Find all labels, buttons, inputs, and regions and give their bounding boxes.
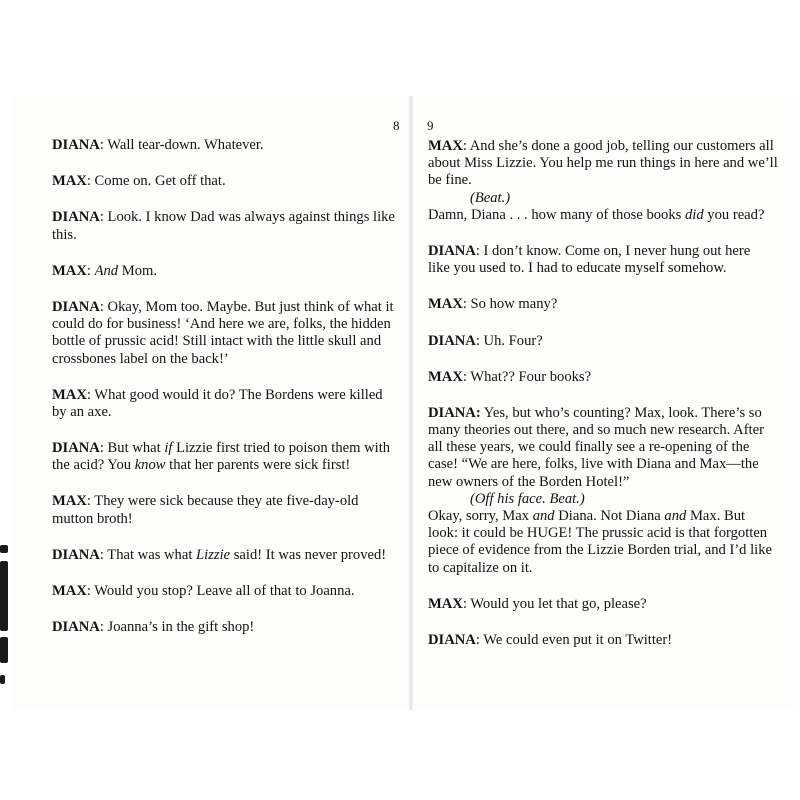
script-line [428,243,773,260]
speaker-name: MAX [52,583,87,599]
dialogue-text: all these years, we could finally see a re-opening of the [428,439,750,456]
script-line [428,525,773,542]
script-line [428,172,773,189]
dialogue-text: mutton broth! [52,510,133,527]
dialogue-text: : Would you stop? Leave all of that to Joanna. [86,583,355,599]
speaker-name: DIANA [52,209,100,226]
script-line [428,155,778,172]
dialogue-text: : So how many? [462,296,558,313]
script-line [428,560,773,577]
script-line [428,439,773,456]
emphasis-text: and [532,508,555,524]
dialogue-text: to capitalize on it. [428,559,533,576]
script-line [52,316,392,333]
script-line [428,456,773,473]
dialogue-text: about Miss Lizzie. You help me run things in here and we’ll [428,155,778,172]
script-line [428,260,773,277]
dialogue-text: Yes, but who’s counting? Max, look. There’s so [480,404,762,421]
script-line [428,596,773,613]
dialogue-text: the acid? You [52,457,135,474]
script-line [428,207,773,224]
speaker-name: DIANA [428,631,476,648]
script-line [52,333,392,350]
emphasis-text: know [134,457,166,474]
dialogue-text: : What good would it do? The Bordens were killed [86,386,383,403]
dialogue-text: : Wall tear-down. Whatever. [99,137,264,153]
speaker-name: DIANA [52,440,100,457]
speaker-name: MAX [428,138,463,154]
script-line [428,491,773,508]
dialogue-text: : I don’t know. Come on, I never hung out here [475,242,751,259]
script-line [52,583,392,600]
script-line [52,457,392,474]
script-line [52,227,392,244]
script-line [428,632,773,649]
script-line [52,351,392,368]
speaker-name: DIANA [428,332,476,349]
dialogue-text: : Okay, Mom too. Maybe. But just think of what it [99,298,394,315]
dialogue-text: by an axe. [52,403,112,420]
script-line [428,333,773,350]
dialogue-text: Lizzie first tried to poison them with [172,440,391,457]
speaker-name: MAX [428,296,463,313]
dialogue-text: you read? [703,206,765,223]
left-page-text [52,137,395,636]
speaker-name: DIANA [52,546,100,563]
script-line [52,263,392,280]
emphasis-text: Lizzie [196,546,231,563]
script-line [52,511,392,528]
dialogue-text: bottle of prussic acid! Still intact with the little skull and [52,333,382,350]
script-line [52,299,392,316]
dialogue-text: Max. But [686,508,746,524]
dialogue-text: : Look. I know Dad was always against things like [99,209,395,226]
dialogue-text: Mom. [118,262,157,279]
speaker-name: MAX [52,493,87,510]
dialogue-text: : We could even put it on Twitter! [475,631,673,648]
script-line [428,190,773,207]
dialogue-text: be fine. [428,172,472,189]
dialogue-text: said! It was never proved! [230,546,387,563]
dialogue-text: this. [52,226,77,243]
speaker-name: MAX [52,262,87,279]
script-line [52,173,392,190]
dialogue-text: new owners of the Borden Hotel!” [428,473,630,490]
speaker-name: DIANA [52,137,100,153]
script-line [428,296,773,313]
dialogue-text: case! “We are here, folks, live with Diana and Max—the [428,456,759,473]
speaker-name: MAX [52,386,87,403]
speaker-name: MAX [428,595,463,612]
script-line [52,547,392,564]
emphasis-text: (Beat.) [470,189,511,206]
dialogue-text: Okay, sorry, Max [428,508,533,524]
speaker-name: DIANA [52,298,100,315]
right-page-text [428,138,778,649]
script-line [428,405,773,422]
emphasis-text: (Off his face. Beat.) [470,490,585,507]
dialogue-text: : But what [99,440,165,457]
script-line [52,619,392,636]
dialogue-text: : [86,262,95,279]
book-gutter [409,96,413,710]
script-line [428,474,773,491]
script-line [52,493,392,510]
script-line [52,404,392,421]
speaker-name: MAX [52,173,87,190]
dialogue-text: crossbones label on the back!’ [52,350,229,367]
dialogue-text: many theories out there, and so much new research. After [428,422,764,439]
dialogue-text: : And she’s done a good job, telling our customers all [462,138,774,154]
dialogue-text: : That was what [99,546,197,563]
dialogue-text: : Uh. Four? [475,332,543,349]
dialogue-text: : Joanna’s in the gift shop! [99,619,255,636]
page-number-left: 8 [393,118,400,133]
dialogue-text: like you used to. I had to educate myself somehow. [428,260,727,277]
dialogue-text: : What?? Four books? [462,368,592,385]
emphasis-text: and [664,508,687,524]
script-line [428,542,773,559]
dialogue-text: Damn, Diana . . . how many of those books [428,206,685,223]
speaker-name: DIANA [428,242,476,259]
emphasis-text: did [684,206,704,223]
script-line [52,137,392,154]
dialogue-text: look: it could be HUGE! The prussic acid is that forgotten [428,525,768,542]
emphasis-text: if [164,440,173,457]
script-line [428,508,773,525]
script-line [52,440,392,457]
script-line [52,387,392,404]
dialogue-text: piece of evidence from the Lizzie Borden trial, and I’d like [428,542,773,559]
emphasis-text: And [94,262,119,279]
page-number-right: 9 [427,118,434,133]
dialogue-text: Diana. Not Diana [554,508,665,524]
script-line [52,209,395,226]
speaker-name: MAX [428,368,463,385]
dialogue-text: that her parents were sick first! [165,457,351,474]
dialogue-text: : Would you let that go, please? [462,595,647,612]
script-line [428,138,773,155]
script-line [428,422,773,439]
speaker-name: DIANA: [428,404,481,421]
dialogue-text: : Come on. Get off that. [86,173,226,190]
dialogue-text: : They were sick because they ate five-day-old [86,493,359,510]
dialogue-text: could do for business! ‘And here we are, folks, the hidden [52,316,391,333]
scan-edge-marks [0,545,9,695]
speaker-name: DIANA [52,619,100,636]
script-line [428,369,773,386]
